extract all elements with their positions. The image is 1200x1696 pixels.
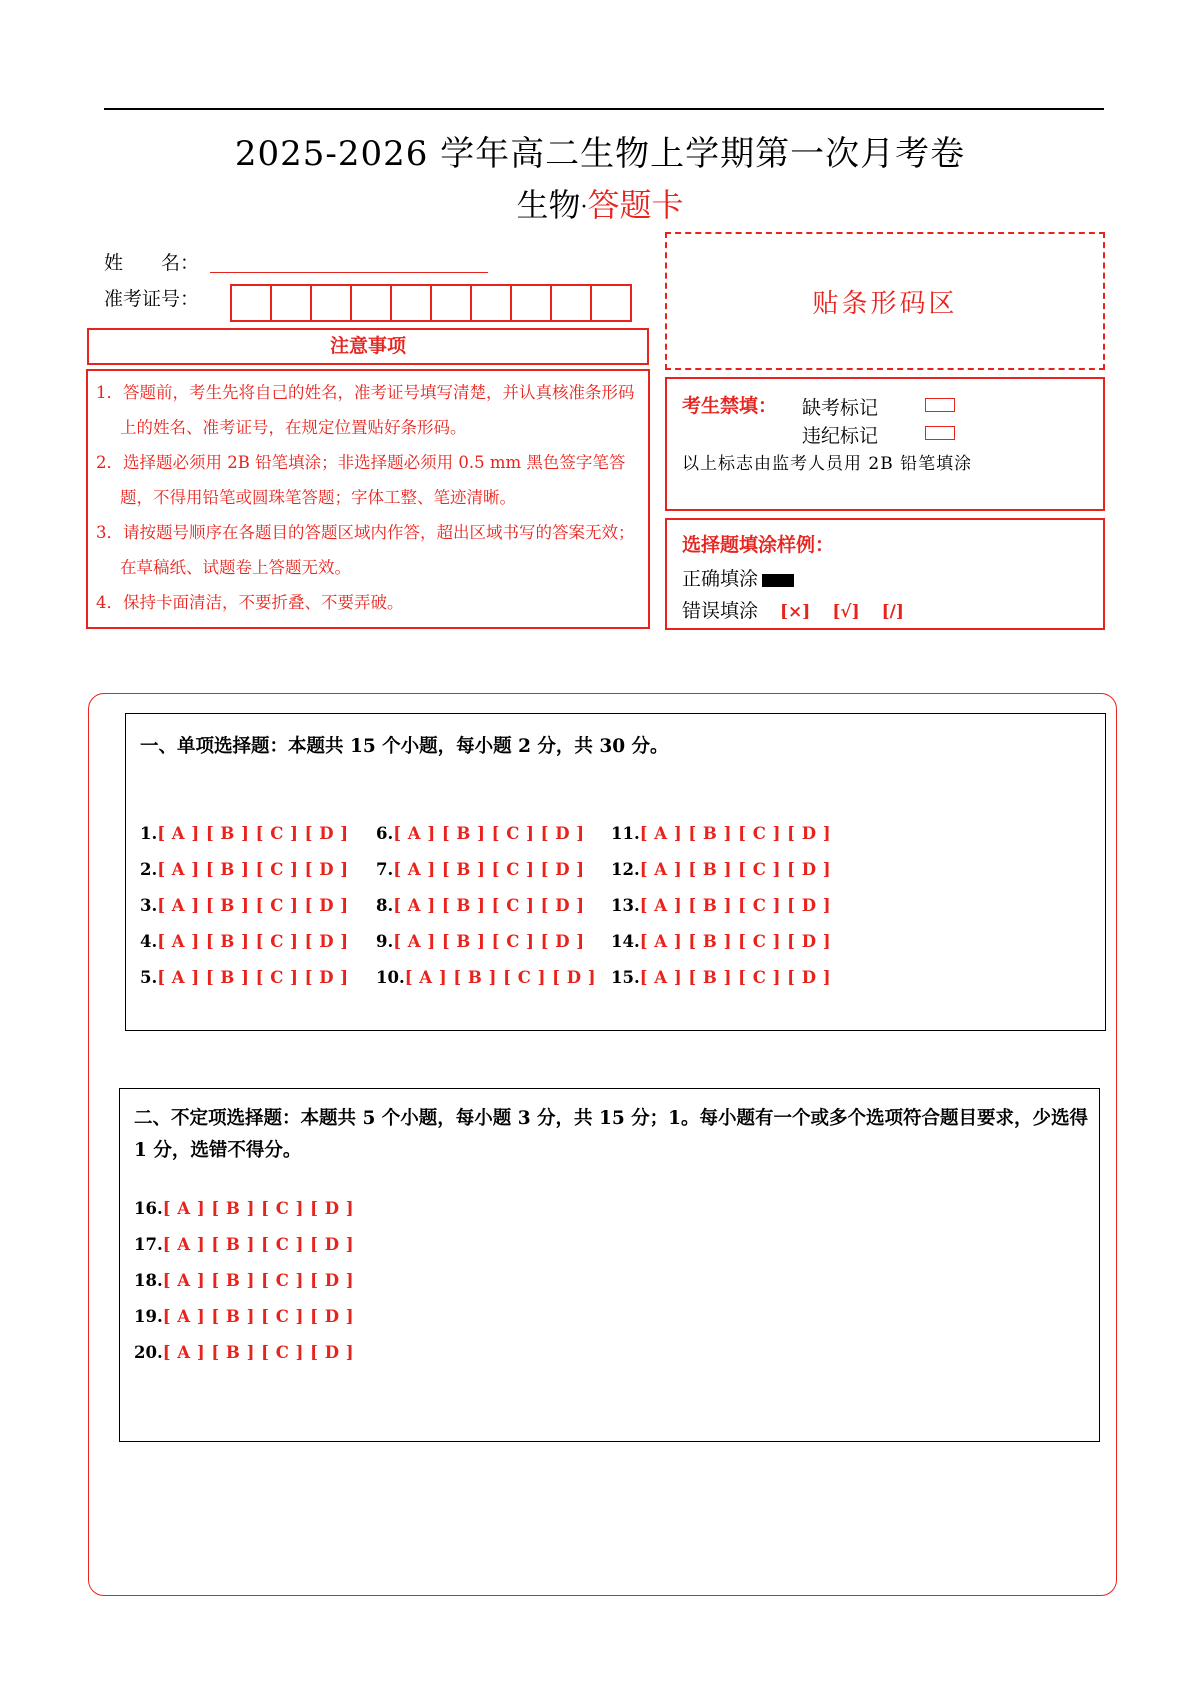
fill-sample-box — [665, 518, 1105, 630]
correct-fill-label: 正确填涂 — [682, 568, 759, 590]
answer-options[interactable]: [ A ] [ B ] [ C ] [ D ] — [157, 896, 349, 915]
question-number: 12. — [611, 860, 640, 879]
id-digit-box[interactable] — [272, 286, 312, 320]
question-number: 18. — [134, 1271, 163, 1290]
question-number: 14. — [611, 932, 640, 951]
answer-options[interactable]: [ A ] [ B ] [ C ] [ D ] — [393, 932, 585, 951]
correct-fill-row — [682, 564, 794, 591]
card-label: 答题卡 — [587, 186, 684, 224]
card-subtitle — [0, 180, 1200, 226]
answer-options[interactable]: [ A ] [ B ] [ C ] [ D ] — [162, 1199, 355, 1218]
answer-options[interactable]: [ A ] [ B ] [ C ] [ D ] — [639, 896, 832, 915]
question-number: 7. — [376, 860, 394, 879]
notice-list — [86, 369, 650, 629]
top-rule — [104, 108, 1104, 110]
wrong-mark-slash: [/] — [881, 602, 904, 622]
question-number: 8. — [376, 896, 394, 915]
answer-options[interactable]: [ A ] [ B ] [ C ] [ D ] — [157, 932, 349, 951]
question-number: 16. — [134, 1199, 163, 1218]
absent-mark-label: 缺考标记 — [802, 397, 879, 419]
ban-title: 考生禁填： — [682, 395, 778, 417]
notice-item: 3．请按题号顺序在各题目的答题区域内作答，超出区域书写的答案无效；在草稿纸、试题卷上答题无效。 — [96, 523, 635, 577]
question-row — [611, 824, 831, 843]
ban-note: 以上标志由监考人员用 2B 铅笔填涂 — [682, 454, 973, 474]
filled-sample-mark — [762, 574, 794, 587]
section1-heading: 一、单项选择题：本题共 15 个小题，每小题 2 分，共 30 分。 — [140, 736, 669, 757]
question-number: 11. — [611, 824, 640, 843]
id-label: 准考证号： — [104, 288, 200, 310]
question-row — [140, 824, 349, 843]
question-row — [376, 896, 585, 915]
question-row — [376, 860, 585, 879]
wrong-fill-label: 错误填涂 — [682, 600, 759, 622]
answer-options[interactable]: [ A ] [ B ] [ C ] [ D ] — [157, 824, 349, 843]
violation-mark-box[interactable] — [925, 426, 955, 440]
question-row — [376, 824, 585, 843]
question-row — [140, 896, 349, 915]
question-row — [134, 1343, 354, 1362]
single-choice-section — [125, 713, 1106, 1031]
exam-title: 2025-2026 学年高二生物上学期第一次月考卷 — [234, 134, 966, 174]
answer-options[interactable]: [ A ] [ B ] [ C ] [ D ] — [162, 1235, 355, 1254]
question-row — [140, 860, 349, 879]
answer-options[interactable]: [ A ] [ B ] [ C ] [ D ] — [639, 824, 832, 843]
question-row — [611, 932, 831, 951]
answer-options[interactable]: [ A ] [ B ] [ C ] [ D ] — [639, 968, 832, 987]
question-number: 5. — [140, 968, 158, 987]
question-number: 17. — [134, 1235, 163, 1254]
notice-item: 4．保持卡面清洁，不要折叠、不要弄破。 — [96, 593, 404, 612]
question-row — [611, 860, 831, 879]
subtitle-separator: · — [580, 195, 588, 220]
section2-heading: 二、不定项选择题：本题共 5 个小题，每小题 3 分，共 15 分；1。每小题有一个或多个选项符合题目要求，少选得 1 分，选错不得分。 — [134, 1108, 1089, 1161]
answer-options[interactable]: [ A ] [ B ] [ C ] [ D ] — [162, 1271, 355, 1290]
question-number: 10. — [376, 968, 405, 987]
answer-options[interactable]: [ A ] [ B ] [ C ] [ D ] — [157, 968, 349, 987]
id-digit-box[interactable] — [432, 286, 472, 320]
subject-name: 生物 — [516, 186, 581, 224]
id-digit-box[interactable] — [392, 286, 432, 320]
answer-options[interactable]: [ A ] [ B ] [ C ] [ D ] — [162, 1307, 355, 1326]
id-digit-box[interactable] — [552, 286, 592, 320]
answer-options[interactable]: [ A ] [ B ] [ C ] [ D ] — [639, 932, 832, 951]
question-row — [376, 932, 585, 951]
question-number: 9. — [376, 932, 394, 951]
id-digit-box[interactable] — [352, 286, 392, 320]
question-row — [140, 968, 349, 987]
answer-options[interactable]: [ A ] [ B ] [ C ] [ D ] — [393, 860, 585, 879]
answer-options[interactable]: [ A ] [ B ] [ C ] [ D ] — [162, 1343, 355, 1362]
answer-options[interactable]: [ A ] [ B ] [ C ] [ D ] — [393, 896, 585, 915]
wrong-mark-cross: [×] — [780, 602, 811, 622]
question-number: 3. — [140, 896, 158, 915]
question-row — [134, 1271, 354, 1290]
question-row — [134, 1235, 354, 1254]
question-row — [376, 968, 596, 987]
exam-id-boxes[interactable] — [230, 284, 632, 322]
answer-options[interactable]: [ A ] [ B ] [ C ] [ D ] — [393, 824, 585, 843]
barcode-area: 贴条形码区 — [665, 232, 1105, 370]
question-number: 2. — [140, 860, 158, 879]
question-row — [140, 932, 349, 951]
question-row — [611, 896, 831, 915]
name-label: 姓 名： — [104, 252, 200, 274]
wrong-mark-check: [√] — [832, 602, 860, 622]
question-number: 20. — [134, 1343, 163, 1362]
violation-mark-label: 违纪标记 — [802, 425, 879, 447]
id-digit-box[interactable] — [592, 286, 630, 320]
answer-options[interactable]: [ A ] [ B ] [ C ] [ D ] — [639, 860, 832, 879]
absent-mark-box[interactable] — [925, 398, 955, 412]
question-number: 6. — [376, 824, 394, 843]
question-row — [134, 1199, 354, 1218]
question-number: 4. — [140, 932, 158, 951]
question-number: 15. — [611, 968, 640, 987]
answer-options[interactable]: [ A ] [ B ] [ C ] [ D ] — [404, 968, 597, 987]
wrong-fill-row — [682, 596, 904, 623]
id-digit-box[interactable] — [232, 286, 272, 320]
notice-title: 注意事项 — [87, 328, 649, 365]
candidate-ban-box — [665, 377, 1105, 511]
answer-options[interactable]: [ A ] [ B ] [ C ] [ D ] — [157, 860, 349, 879]
name-field[interactable] — [210, 272, 488, 273]
id-digit-box[interactable] — [472, 286, 512, 320]
id-digit-box[interactable] — [312, 286, 352, 320]
multi-choice-section — [119, 1088, 1100, 1442]
question-number: 1. — [140, 824, 158, 843]
question-number: 13. — [611, 896, 640, 915]
question-row — [611, 968, 831, 987]
question-number: 19. — [134, 1307, 163, 1326]
sample-title: 选择题填涂样例： — [682, 534, 835, 556]
notice-item: 2．选择题必须用 2B 铅笔填涂；非选择题必须用 0.5 mm 黑色签字笔答题，不得用铅笔或圆珠笔答题；字体工整、笔迹清晰。 — [96, 453, 626, 507]
question-row — [134, 1307, 354, 1326]
notice-item: 1．答题前，考生先将自己的姓名，准考证号填写清楚，并认真核准条形码上的姓名、准考证号，在规定位置贴好条形码。 — [96, 383, 635, 437]
id-digit-box[interactable] — [512, 286, 552, 320]
